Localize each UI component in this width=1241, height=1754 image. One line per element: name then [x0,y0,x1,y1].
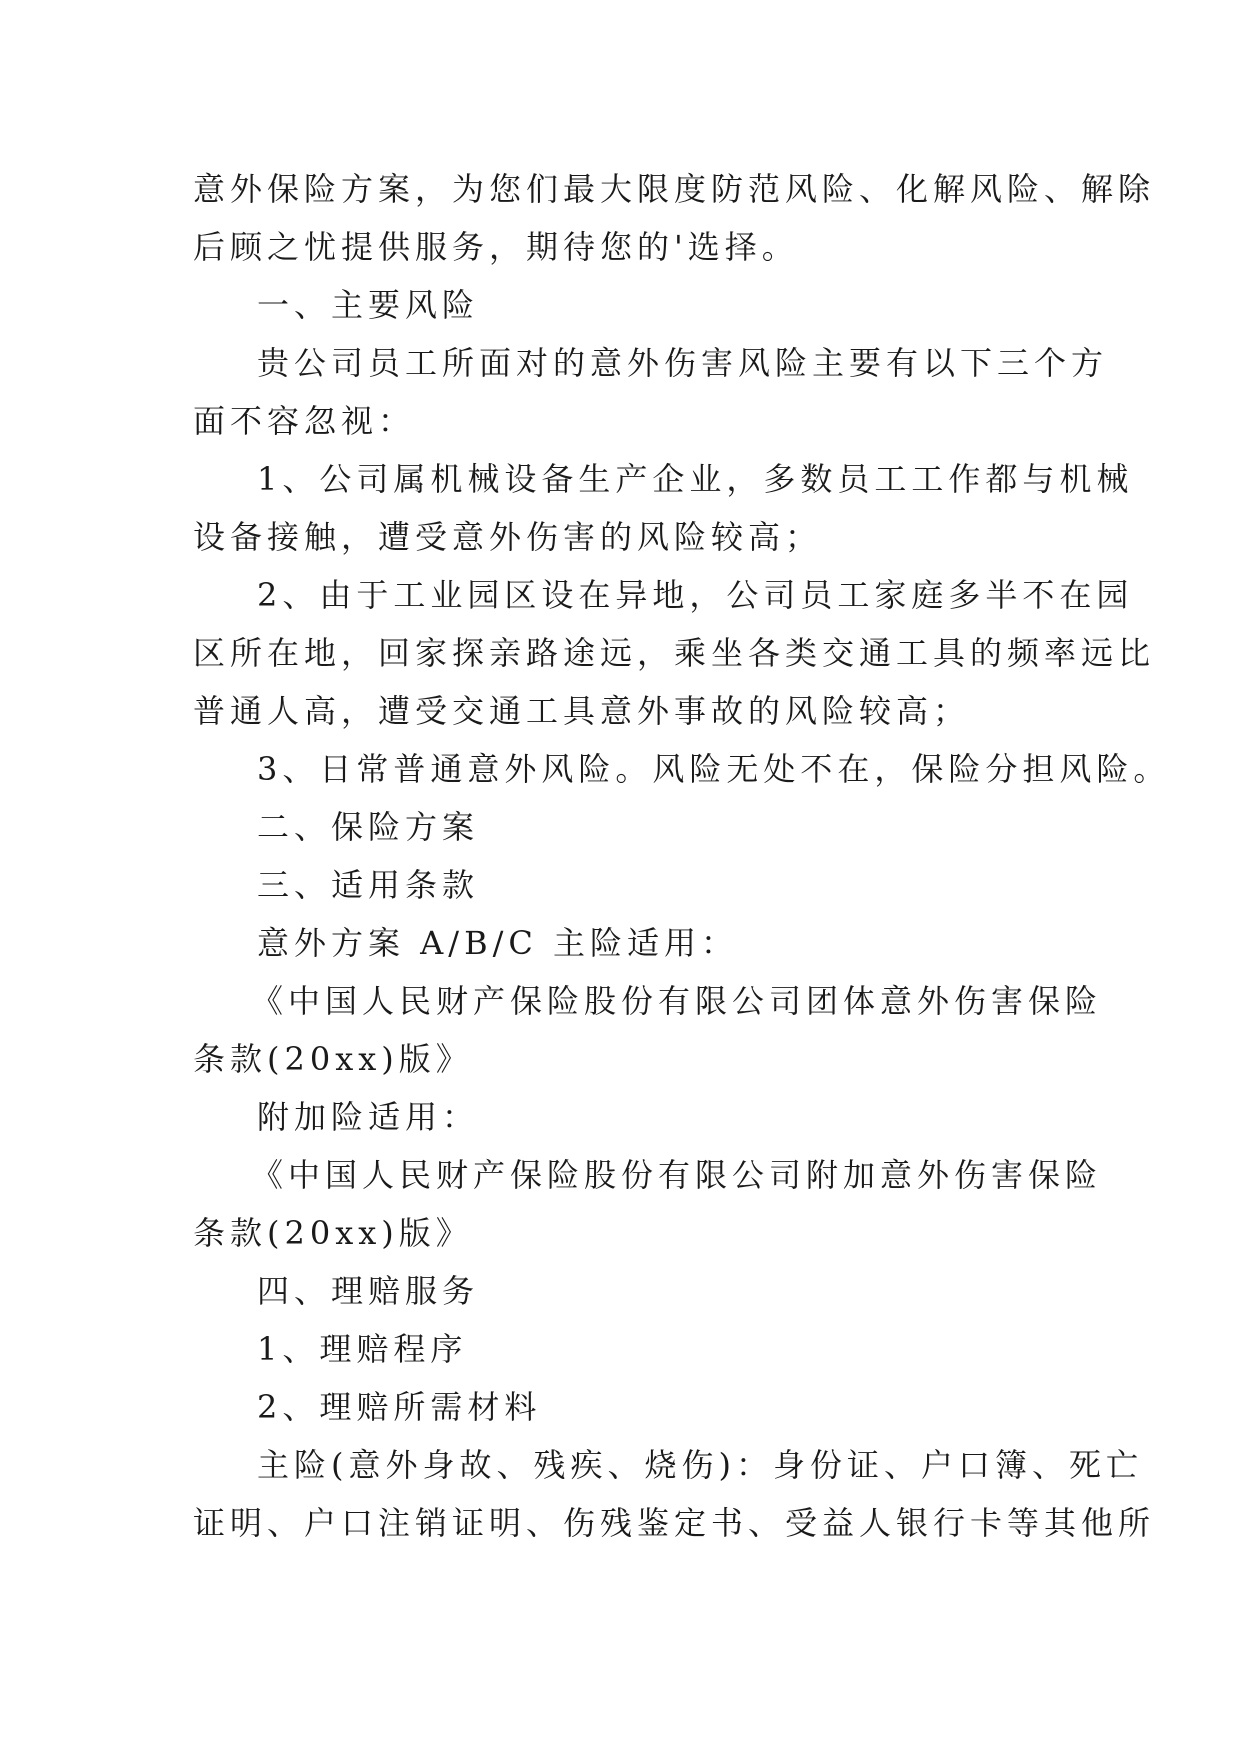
section-heading: 二、保险方案 [257,808,480,846]
paragraph-line: 面不容忽视： [193,402,416,440]
list-item-line: 区所在地，回家探亲路途远，乘坐各类交通工具的频率远比 [193,634,1156,672]
list-item-line: 1、理赔程序 [257,1330,468,1368]
list-item-line: 3、日常普通意外风险。风险无处不在，保险分担风险。 [257,750,1171,788]
document-body [193,160,1171,1552]
paragraph-line: 后顾之忧提供服务，期待您的'选择。 [193,228,799,266]
list-item-line: 2、由于工业园区设在异地，公司员工家庭多半不在园 [257,576,1134,614]
paragraph-line: 贵公司员工所面对的意外伤害风险主要有以下三个方 [257,344,1109,382]
paragraph-line: 意外方案 A/B/C 主险适用： [257,924,739,962]
list-item-line: 普通人高，遭受交通工具意外事故的风险较高； [193,692,971,730]
section-heading: 三、适用条款 [257,866,480,904]
paragraph-line: 主险(意外身故、残疾、烧伤)：身份证、户口簿、死亡 [257,1446,1143,1484]
paragraph-line: 证明、户口注销证明、伤残鉴定书、受益人银行卡等其他所 [193,1504,1156,1542]
clause-title-line: 条款(20xx)版》 [193,1214,473,1252]
list-item-line: 2、理赔所需材料 [257,1388,542,1426]
section-heading: 一、主要风险 [257,286,480,324]
clause-title-line: 《中国人民财产保险股份有限公司附加意外伤害保险 [251,1156,1103,1194]
list-item-line: 1、公司属机械设备生产企业，多数员工工作都与机械 [257,460,1134,498]
clause-title-line: 《中国人民财产保险股份有限公司团体意外伤害保险 [251,982,1103,1020]
paragraph-line: 意外保险方案，为您们最大限度防范风险、化解风险、解除 [193,170,1156,208]
paragraph-line: 附加险适用： [257,1098,480,1136]
section-heading: 四、理赔服务 [257,1272,480,1310]
clause-title-line: 条款(20xx)版》 [193,1040,473,1078]
list-item-line: 设备接触，遭受意外伤害的风险较高； [193,518,823,556]
